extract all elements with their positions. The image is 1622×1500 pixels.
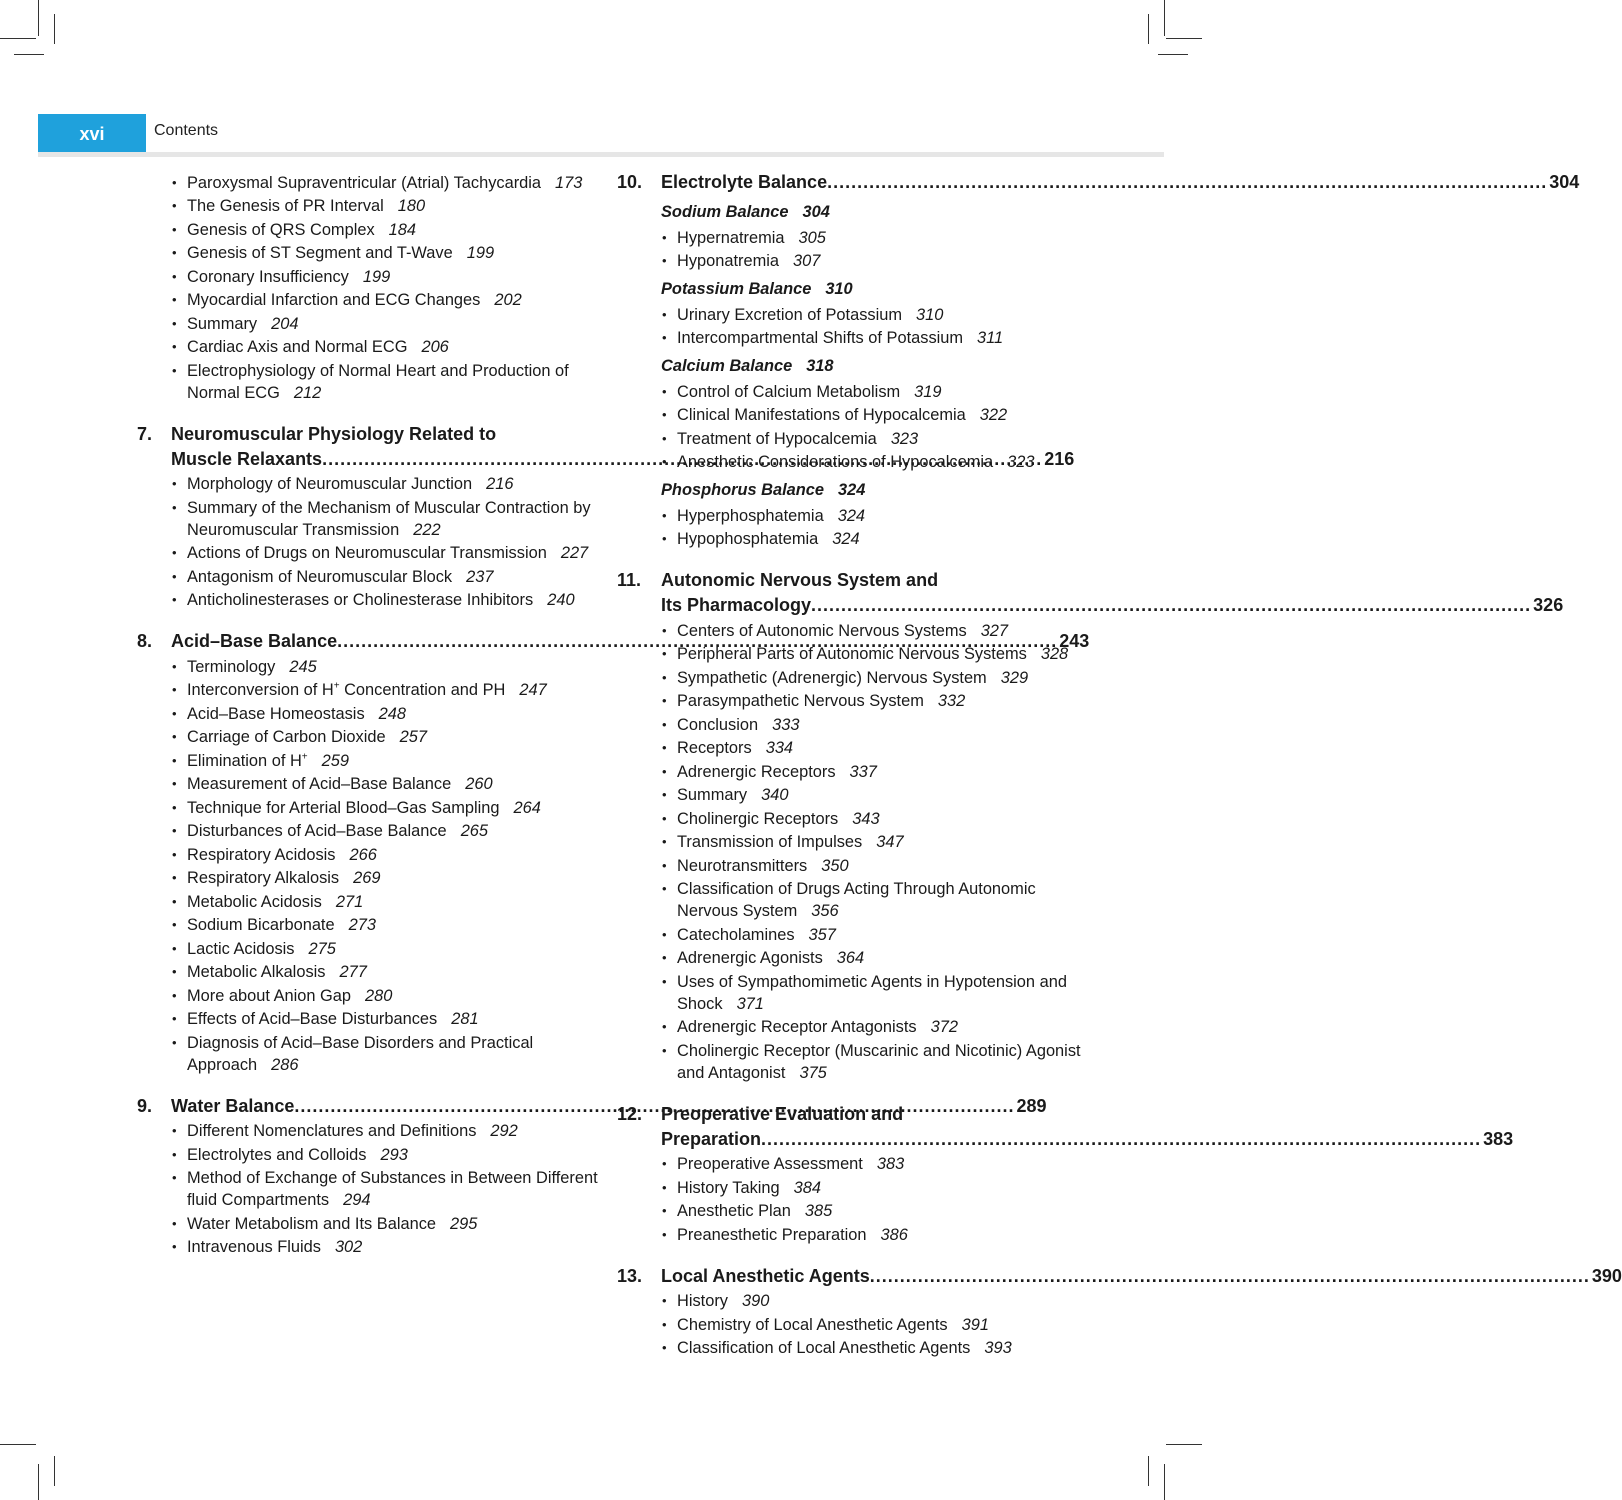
entry-page: 265	[460, 822, 489, 840]
section-title: Potassium Balance	[661, 280, 812, 298]
entry-title: Genesis of QRS Complex	[187, 220, 375, 239]
toc-entry	[171, 1144, 607, 1166]
entry-page: 372	[930, 1018, 958, 1036]
entry-title: Classification of Drugs Acting Through Autonomic Nervous System	[677, 880, 1036, 920]
entry-title: Transmission of Impulses	[677, 833, 863, 851]
toc-entry	[171, 914, 607, 936]
toc-entry	[171, 497, 607, 541]
entry-title: Elimination of H	[187, 751, 302, 770]
chapter-heading	[617, 1102, 1514, 1152]
crop-mark	[54, 1456, 55, 1486]
entry-title: Paroxysmal Supraventricular (Atrial) Tachycardia	[187, 173, 542, 192]
toc-entry	[171, 195, 607, 217]
crop-mark	[38, 1464, 39, 1500]
entry-title: Morphology of Neuromuscular Junction	[187, 475, 473, 493]
entry-page: 277	[339, 963, 367, 981]
entry-page: 364	[836, 949, 865, 967]
entry-title: Centers of Autonomic Nervous Systems	[677, 621, 967, 640]
entry-title: Preoperative Assessment	[677, 1155, 863, 1173]
toc-entry	[661, 1177, 1087, 1199]
toc-entry	[661, 1224, 1087, 1246]
running-header-title: Contents	[154, 122, 219, 139]
chapter-title-leader	[661, 593, 1563, 618]
toc-entry	[661, 1016, 1087, 1038]
crop-mark	[1164, 0, 1165, 36]
toc-entry	[171, 172, 607, 194]
entry-page: 202	[494, 291, 522, 309]
toc-entry	[661, 381, 1087, 403]
chapter-title-text: Water Balance	[171, 1095, 295, 1116]
entry-title: Summary of the Mechanism of Muscular Contraction by Neuromuscular Transmission	[187, 498, 591, 539]
toc-entry	[661, 714, 1087, 736]
entry-title: Electrophysiology of Normal Heart and Production of Normal ECG	[187, 361, 569, 402]
entry-title: The Genesis of PR Interval	[187, 197, 384, 215]
chapter-title-line: Autonomic Nervous System and	[661, 570, 939, 590]
section-title: Sodium Balance	[661, 203, 789, 221]
entry-page: 385	[804, 1202, 833, 1220]
toc-entry	[171, 1120, 607, 1142]
section-heading	[617, 199, 1087, 225]
toc-entry	[661, 505, 1087, 527]
entry-page: 222	[413, 520, 441, 539]
toc-entry	[661, 855, 1087, 877]
section-page: 310	[825, 280, 853, 298]
entry-title: History	[677, 1292, 728, 1310]
entry-title: Actions of Drugs on Neuromuscular Transmission	[187, 544, 547, 562]
toc-entry	[171, 1008, 607, 1030]
section-items	[617, 227, 1087, 273]
toc-entry	[661, 304, 1087, 326]
entry-title: Respiratory Alkalosis	[187, 869, 340, 887]
entry-title: Summary	[677, 786, 748, 804]
entry-page: 286	[271, 1055, 299, 1074]
entry-page: 247	[519, 681, 547, 699]
entry-title: Control of Calcium Metabolism	[677, 382, 901, 401]
chapter-page: 216	[1044, 448, 1075, 469]
chapter-title	[661, 1264, 1622, 1289]
chapter-entry	[617, 170, 1580, 550]
entry-page: 184	[388, 220, 417, 239]
crop-mark	[0, 38, 36, 39]
chapter-title-line: Preparation	[661, 1128, 762, 1149]
entry-title: Cholinergic Receptor (Muscarinic and Nicotinic) Agonist and Antagonist	[677, 1041, 1081, 1082]
toc-entry	[171, 1213, 607, 1235]
section-heading	[617, 276, 1087, 302]
chapter-title-line: Neuromuscular Physiology Related to	[171, 423, 497, 444]
toc-entry	[661, 831, 1087, 853]
entry-page: 347	[876, 833, 904, 851]
entry-title: Myocardial Infarction and ECG Changes	[187, 291, 481, 309]
entry-title: Different Nomenclatures and Definitions	[187, 1122, 477, 1140]
entry-page: 212	[293, 383, 322, 402]
entry-page: 269	[353, 869, 381, 887]
entry-title: Carriage of Carbon Dioxide	[187, 728, 386, 746]
chapter-items	[617, 620, 1090, 1084]
entry-title: Neurotransmitters	[677, 856, 808, 875]
entry-title: Classification of Local Anesthetic Agents	[677, 1339, 971, 1357]
entry-page: 311	[977, 329, 1004, 347]
entry-title: Catecholamines	[677, 925, 795, 944]
toc-entry	[661, 1314, 1087, 1336]
chapter-entry	[617, 1102, 1514, 1246]
entry-title: Sodium Bicarbonate	[187, 916, 335, 934]
toc-entry	[661, 528, 1087, 550]
toc-entry	[171, 656, 607, 678]
toc-entry	[171, 266, 607, 288]
dot-leader	[811, 593, 1531, 618]
entry-page: 332	[937, 692, 966, 710]
entry-page: 337	[849, 762, 877, 781]
entry-page: 393	[984, 1339, 1012, 1357]
toc-entry	[171, 313, 607, 335]
toc-entry	[661, 1337, 1087, 1359]
toc-entry	[661, 250, 1087, 272]
toc-entry	[661, 227, 1087, 249]
toc-entry	[171, 726, 607, 748]
entry-page: 292	[490, 1122, 518, 1140]
entry-page: 302	[334, 1238, 363, 1256]
entry-page: 386	[880, 1225, 908, 1244]
entry-page: 322	[979, 406, 1008, 424]
entry-title: Diagnosis of Acid–Base Disorders and Practical Approach	[187, 1033, 534, 1074]
entry-page: 273	[348, 916, 376, 934]
section-title: Phosphorus Balance	[661, 481, 825, 499]
entry-title: Adrenergic Receptors	[677, 762, 836, 781]
entry-page: 206	[421, 338, 449, 356]
entry-page: 260	[465, 775, 493, 793]
chapter-page: 289	[1016, 1095, 1047, 1116]
toc-entry	[171, 891, 607, 913]
chapter-items	[617, 1153, 1087, 1246]
crop-mark	[38, 0, 39, 36]
toc-entry	[171, 961, 607, 983]
chapter-number: 11.	[617, 570, 642, 590]
entry-page: 266	[349, 845, 377, 864]
entry-title: Antagonism of Neuromuscular Block	[187, 567, 453, 586]
entry-page: 180	[397, 197, 426, 215]
entry-page: 323	[890, 429, 919, 448]
section-heading	[617, 477, 1087, 503]
chapter-heading	[617, 170, 1580, 195]
toc-entry	[661, 784, 1087, 806]
section-page: 304	[802, 203, 830, 221]
entry-page: 307	[793, 252, 821, 270]
toc-entry	[661, 620, 1087, 642]
crop-mark	[1164, 1464, 1165, 1500]
chapter-title	[661, 1102, 1513, 1152]
chapter-items	[617, 1290, 1087, 1359]
entry-title: Preanesthetic Preparation	[677, 1225, 867, 1244]
entry-title: Disturbances of Acid–Base Balance	[187, 822, 447, 840]
chapter-page: 390	[1591, 1265, 1622, 1286]
entry-title: Respiratory Acidosis	[187, 845, 336, 864]
chapter-number: 8.	[137, 631, 153, 651]
entry-title: Intercompartmental Shifts of Potassium	[677, 329, 964, 347]
continued-items	[137, 172, 607, 404]
entry-page: 371	[736, 994, 764, 1013]
toc-entry	[171, 1032, 607, 1076]
crop-mark	[1148, 1456, 1149, 1486]
crop-mark	[1158, 54, 1188, 55]
entry-title: Treatment of Hypocalcemia	[677, 429, 877, 448]
crop-mark	[1166, 1444, 1202, 1445]
crop-mark	[14, 54, 44, 55]
crop-mark	[1166, 38, 1202, 39]
toc-entry	[661, 690, 1087, 712]
entry-title: Parasympathetic Nervous System	[677, 692, 924, 710]
chapter-title-text: Local Anesthetic Agents	[661, 1265, 870, 1286]
entry-page: 340	[761, 786, 789, 804]
chapter-heading	[617, 568, 1564, 618]
entry-title: Anesthetic Considerations of Hypocalcemia	[677, 453, 994, 471]
entry-title: Terminology	[187, 657, 276, 676]
section-items	[617, 505, 1087, 551]
entry-title: Effects of Acid–Base Disturbances	[187, 1010, 438, 1028]
toc-entry	[171, 679, 607, 701]
toc-entry	[171, 542, 607, 564]
chapter-page: 304	[1549, 172, 1580, 192]
chapter-title-leader	[661, 1127, 1513, 1152]
entry-page: 227	[560, 544, 589, 562]
chapter-number: 9.	[137, 1095, 153, 1116]
entry-page: 323	[1007, 453, 1035, 471]
header-rule	[38, 152, 1164, 157]
entry-title: Anticholinesterases or Cholinesterase Inhibitors	[187, 591, 534, 609]
entry-title: Electrolytes and Colloids	[187, 1145, 367, 1164]
entry-page: 305	[798, 228, 826, 247]
entry-title: Clinical Manifestations of Hypocalcemia	[677, 406, 966, 424]
toc-entry	[171, 797, 607, 819]
toc-entry	[661, 404, 1087, 426]
entry-page: 350	[821, 856, 849, 875]
toc-entry	[171, 566, 607, 588]
toc-entry	[661, 1153, 1087, 1175]
entry-page: 293	[380, 1145, 408, 1164]
entry-page: 240	[547, 591, 575, 609]
entry-title: Coronary Insufficiency	[187, 267, 349, 286]
chapter-entry	[617, 1264, 1622, 1360]
entry-title: Metabolic Alkalosis	[187, 963, 326, 981]
entry-title: Acid–Base Homeostasis	[187, 704, 365, 723]
toc-entry	[661, 971, 1087, 1015]
entry-title: Method of Exchange of Substances in Between Different fluid Compartments	[187, 1169, 598, 1209]
toc-entry	[171, 938, 607, 960]
chapter-items	[137, 473, 607, 611]
entry-title: Adrenergic Agonists	[677, 949, 823, 967]
entry-page: 391	[961, 1315, 989, 1334]
toc-entry	[171, 703, 607, 725]
entry-page: 319	[914, 382, 942, 401]
entry-page: 334	[765, 739, 794, 757]
toc-entry	[661, 761, 1087, 783]
entry-title: Chemistry of Local Anesthetic Agents	[677, 1315, 948, 1334]
entry-page: 259	[321, 751, 349, 770]
chapter-title	[661, 170, 1579, 195]
entry-title: Cholinergic Receptors	[677, 809, 839, 828]
entry-title: Hypophosphatemia	[677, 530, 819, 548]
entry-title: Lactic Acidosis	[187, 939, 295, 958]
right-column	[617, 170, 1622, 1361]
toc-entry	[661, 327, 1087, 349]
entry-page: 199	[362, 267, 391, 286]
chapter-title-line: Muscle Relaxants	[171, 448, 323, 469]
chapter-page: 326	[1533, 595, 1564, 615]
entry-page: 390	[742, 1292, 770, 1310]
toc-entry	[171, 820, 607, 842]
entry-page: 357	[808, 925, 836, 944]
chapter-title-line: Preoperative Evaluation and	[661, 1103, 904, 1124]
entry-page: 328	[1040, 645, 1069, 663]
toc-entry	[661, 1200, 1087, 1222]
chapter-title-leader	[661, 1264, 1622, 1289]
page-number: xvi	[79, 124, 105, 144]
entry-page: 248	[378, 704, 407, 723]
entry-title: Technique for Arterial Blood–Gas Sampling	[187, 798, 500, 817]
toc-entry	[661, 1040, 1087, 1084]
entry-title: Intravenous Fluids	[187, 1238, 321, 1256]
entry-page: 333	[772, 715, 800, 734]
toc-entry	[171, 867, 607, 889]
toc-entry	[171, 360, 607, 404]
toc-entry	[171, 773, 607, 795]
toc-entry	[661, 428, 1087, 450]
dot-leader	[827, 170, 1547, 195]
chapter-page: 243	[1059, 631, 1090, 651]
chapter-title-line: Its Pharmacology	[661, 595, 812, 615]
chapter-number: 13.	[617, 1265, 643, 1286]
chapter-number: 7.	[137, 423, 153, 444]
entry-title: Water Metabolism and Its Balance	[187, 1214, 437, 1233]
toc-entry	[661, 1290, 1087, 1312]
superscript-plus: +	[301, 751, 308, 763]
dot-leader	[870, 1264, 1590, 1289]
toc-entry	[171, 336, 607, 358]
entry-page: 384	[793, 1178, 821, 1197]
entry-title: Anesthetic Plan	[677, 1202, 791, 1220]
entry-page: 281	[451, 1010, 479, 1028]
entry-page: 216	[486, 475, 514, 493]
entry-page: 264	[513, 798, 541, 817]
crop-mark	[54, 14, 55, 44]
section-items	[617, 381, 1087, 474]
superscript-plus: +	[333, 680, 340, 692]
section-page: 324	[838, 481, 866, 499]
dot-leader	[761, 1127, 1481, 1152]
entry-page: 280	[365, 986, 393, 1005]
entry-page: 375	[799, 1063, 827, 1082]
entry-page: 310	[916, 305, 944, 324]
entry-title: Hyponatremia	[677, 252, 780, 270]
entry-page: 343	[852, 809, 880, 828]
toc-entry	[661, 667, 1087, 689]
entry-title: More about Anion Gap	[187, 986, 352, 1005]
chapter-title	[661, 568, 1563, 618]
entry-title: History Taking	[677, 1178, 780, 1197]
entry-page: 199	[466, 244, 495, 262]
chapter-title-text: Acid–Base Balance	[171, 631, 338, 651]
entry-title-rest: Concentration and PH	[339, 681, 506, 699]
toc-entry	[171, 289, 607, 311]
chapter-heading	[617, 1264, 1622, 1289]
entry-page: 329	[1000, 668, 1029, 687]
entry-title: Adrenergic Receptor Antagonists	[677, 1018, 917, 1036]
entry-title: Measurement of Acid–Base Balance	[187, 775, 452, 793]
entry-page: 383	[876, 1155, 905, 1173]
section-page: 318	[806, 357, 834, 375]
toc-entry	[171, 844, 607, 866]
entry-page: 237	[466, 567, 494, 586]
entry-title: Genesis of ST Segment and T-Wave	[187, 244, 453, 262]
toc-entry	[171, 219, 607, 241]
entry-title: Cardiac Axis and Normal ECG	[187, 338, 408, 356]
entry-page: 257	[399, 728, 427, 746]
entry-title: Uses of Sympathomimetic Agents in Hypotension and Shock	[677, 972, 1067, 1013]
chapter-title-text: Electrolyte Balance	[661, 172, 828, 192]
toc-entry	[171, 750, 607, 772]
toc-entry	[171, 1167, 607, 1211]
crop-mark	[0, 1444, 36, 1445]
toc-entry	[171, 985, 607, 1007]
toc-entry	[661, 737, 1087, 759]
entry-title: Urinary Excretion of Potassium	[677, 305, 902, 324]
chapter-page: 383	[1483, 1128, 1514, 1149]
toc-entry	[661, 808, 1087, 830]
entry-page: 204	[271, 314, 299, 333]
entry-page: 324	[832, 530, 860, 548]
entry-page: 271	[335, 892, 364, 911]
entry-page: 173	[555, 173, 583, 192]
toc-entry	[171, 1236, 607, 1258]
entry-page: 324	[837, 506, 866, 525]
entry-title: Summary	[187, 314, 258, 333]
toc-entry	[171, 589, 607, 611]
section-heading	[617, 353, 1087, 379]
entry-page: 295	[450, 1214, 478, 1233]
entry-page: 245	[289, 657, 317, 676]
toc-entry	[661, 451, 1087, 473]
toc-entry	[661, 878, 1087, 922]
chapter-entry	[617, 568, 1564, 1084]
entry-title: Metabolic Acidosis	[187, 892, 322, 911]
entry-title: Sympathetic (Adrenergic) Nervous System	[677, 668, 987, 687]
section-title: Calcium Balance	[661, 357, 793, 375]
section-items	[617, 304, 1087, 350]
toc-entry	[661, 924, 1087, 946]
entry-page: 356	[811, 902, 839, 920]
entry-title: Receptors	[677, 739, 752, 757]
crop-mark	[1148, 14, 1149, 44]
chapter-number: 10.	[617, 172, 643, 192]
entry-page: 275	[308, 939, 336, 958]
chapter-items	[137, 656, 607, 1076]
entry-title: Conclusion	[677, 715, 759, 734]
entry-title: Interconversion of H	[187, 681, 334, 699]
chapter-number: 12.	[617, 1103, 643, 1124]
chapter-items	[137, 1120, 607, 1258]
chapter-title-leader	[661, 170, 1579, 195]
toc-entry	[661, 947, 1087, 969]
toc-entry	[661, 643, 1087, 665]
toc-entry	[171, 473, 607, 495]
entry-title: Peripheral Parts of Autonomic Nervous Systems	[677, 645, 1027, 663]
toc-entry	[171, 242, 607, 264]
entry-page: 327	[980, 621, 1009, 640]
entry-title: Hyperphosphatemia	[677, 506, 824, 525]
entry-page: 294	[343, 1191, 371, 1209]
entry-title: Hypernatremia	[677, 228, 785, 247]
